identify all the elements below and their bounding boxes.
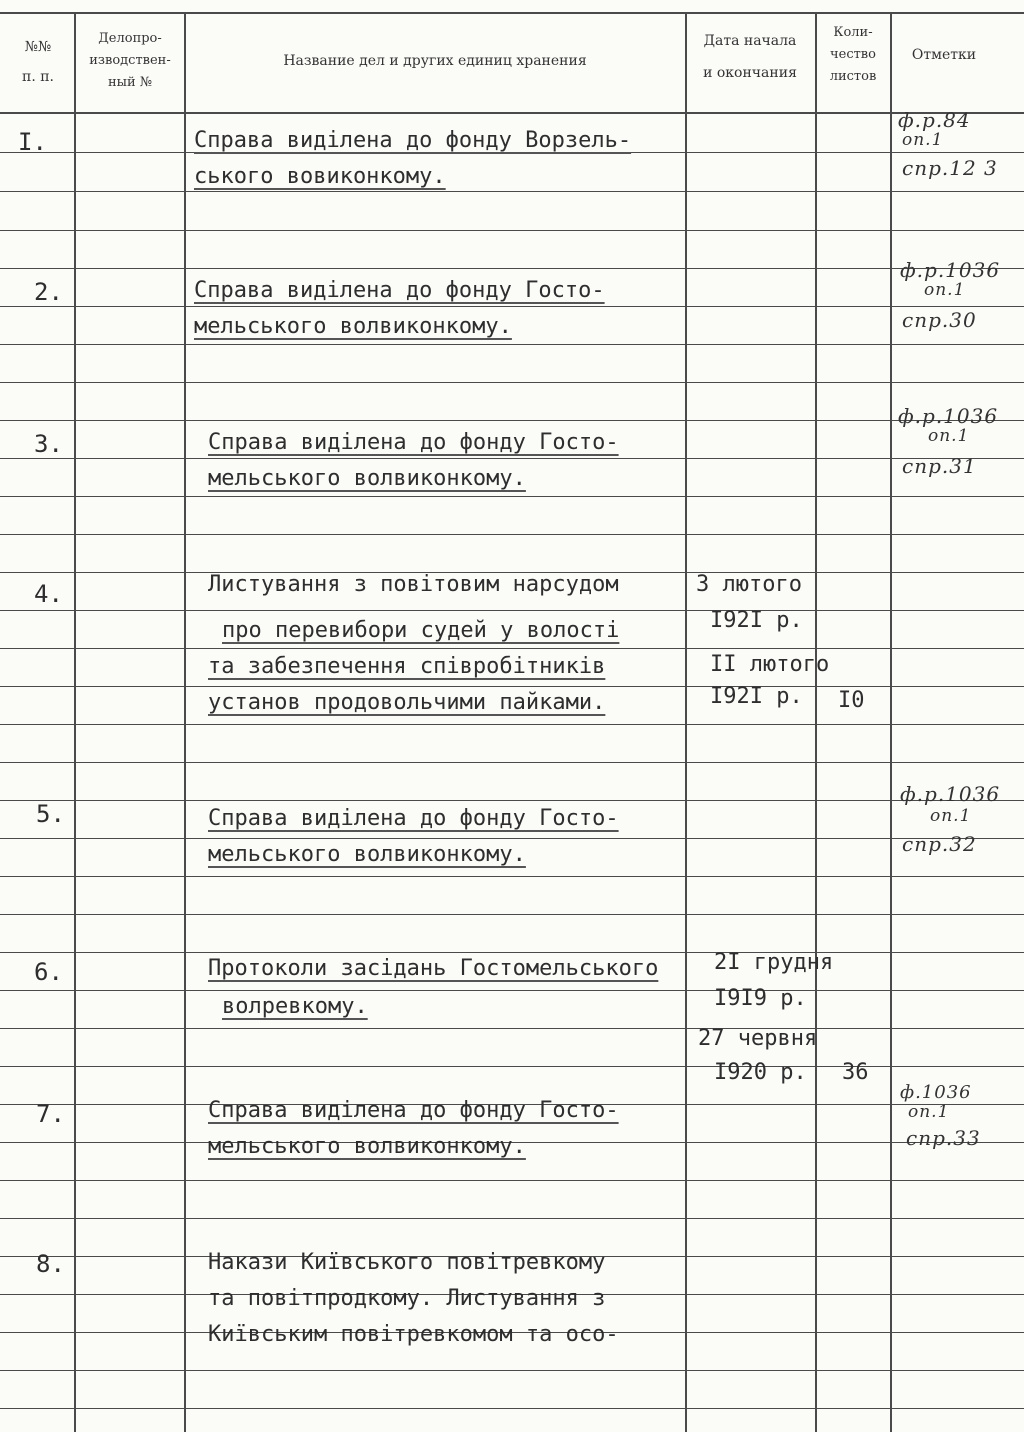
entry-title-line: Листування з повітовим нарсудом xyxy=(208,572,619,597)
entry-archive-mark: ф.р.1036 xyxy=(900,258,1001,282)
entry-date: 2I грудня xyxy=(714,950,834,975)
entry-date: I9I9 р. xyxy=(714,986,807,1011)
entry-sheet-count: 36 xyxy=(842,1060,869,1085)
entry-archive-mark: спр.33 xyxy=(906,1126,981,1150)
entry-title-line: мельського волвиконкому. xyxy=(208,466,526,491)
entry-number: I. xyxy=(18,128,47,156)
header-col-dates: Дата начала и окончания xyxy=(703,33,797,81)
entry-archive-mark: ф.р.1036 xyxy=(898,404,999,428)
entry-title-line: та забезпечення співробітників xyxy=(208,654,606,679)
entry-title-line: Накази Київського повітревкому xyxy=(208,1250,606,1275)
table-top-border xyxy=(0,12,1024,14)
entry-number: 6. xyxy=(34,958,63,986)
entry-title-line: мельського волвиконкому. xyxy=(194,314,512,339)
header-col-office-number: Делопро- изводствен- ный № xyxy=(89,31,171,90)
entry-date: I920 р. xyxy=(714,1060,807,1085)
entry-title-line: Справа виділена до фонду Ворзель- xyxy=(194,128,632,153)
entry-title-line: мельського волвиконкому. xyxy=(208,1134,526,1159)
entry-archive-mark: оп.1 xyxy=(924,280,966,300)
col-divider-4 xyxy=(815,12,817,1432)
entry-title-line: установ продовольчими пайками. xyxy=(208,690,606,715)
header-bottom-border xyxy=(0,112,1024,114)
entry-number: 7. xyxy=(36,1100,65,1128)
entry-title-line: Справа виділена до фонду Госто- xyxy=(208,430,619,455)
entry-archive-mark: оп.1 xyxy=(902,130,944,150)
entry-archive-mark: ф.р.1036 xyxy=(900,782,1001,806)
entry-number: 4. xyxy=(34,580,63,608)
entry-title-line: Протоколи засідань Гостомельського xyxy=(208,956,659,981)
entry-archive-mark: спр.32 xyxy=(902,832,977,856)
entry-archive-mark: оп.1 xyxy=(928,426,970,446)
entry-title-line: Справа виділена до фонду Госто- xyxy=(208,1098,619,1123)
entry-title-line: мельського волвиконкому. xyxy=(208,842,526,867)
header-col-count: Коли- чество листов xyxy=(829,25,877,84)
entry-date: I92I р. xyxy=(710,684,803,709)
col-divider-1 xyxy=(74,12,76,1432)
entry-sheet-count: I0 xyxy=(838,688,865,713)
entry-number: 8. xyxy=(36,1250,65,1278)
col-divider-3 xyxy=(685,12,687,1432)
entry-title-line: Київським повітревкомом та осо- xyxy=(208,1322,619,1347)
entry-title-line: про перевибори судей у волості xyxy=(222,618,620,643)
entry-archive-mark: спр.31 xyxy=(902,454,977,478)
entry-archive-mark: спр.12 3 xyxy=(902,156,998,180)
entry-archive-mark: ф.1036 xyxy=(900,1082,972,1103)
entry-number: 2. xyxy=(34,278,63,306)
entry-date: 27 червня xyxy=(698,1026,818,1051)
entry-archive-mark: спр.30 xyxy=(902,308,977,332)
header-col-notes: Отметки xyxy=(911,47,977,63)
entry-number: 3. xyxy=(34,430,63,458)
entry-archive-mark: ф.р.84 xyxy=(898,108,971,132)
entry-title-line: ського вовиконкому. xyxy=(194,164,446,189)
entry-archive-mark: оп.1 xyxy=(930,806,972,826)
entry-date: II лютого xyxy=(710,652,830,677)
entry-title-line: та повітпродкому. Листування з xyxy=(208,1286,606,1311)
entry-title-line: волревкому. xyxy=(222,994,368,1019)
entry-archive-mark: оп.1 xyxy=(908,1102,950,1122)
col-divider-5 xyxy=(890,12,892,1432)
col-divider-2 xyxy=(184,12,186,1432)
header-col-number: №№ п. п. xyxy=(21,39,54,85)
entry-title-line: Справа виділена до фонду Госто- xyxy=(208,806,619,831)
entry-date: I92I р. xyxy=(710,608,803,633)
entry-title-line: Справа виділена до фонду Госто- xyxy=(194,278,605,303)
entry-number: 5. xyxy=(36,800,65,828)
header-col-title: Название дел и других единиц хранения xyxy=(283,53,587,69)
entry-date: 3 лютого xyxy=(696,572,802,597)
